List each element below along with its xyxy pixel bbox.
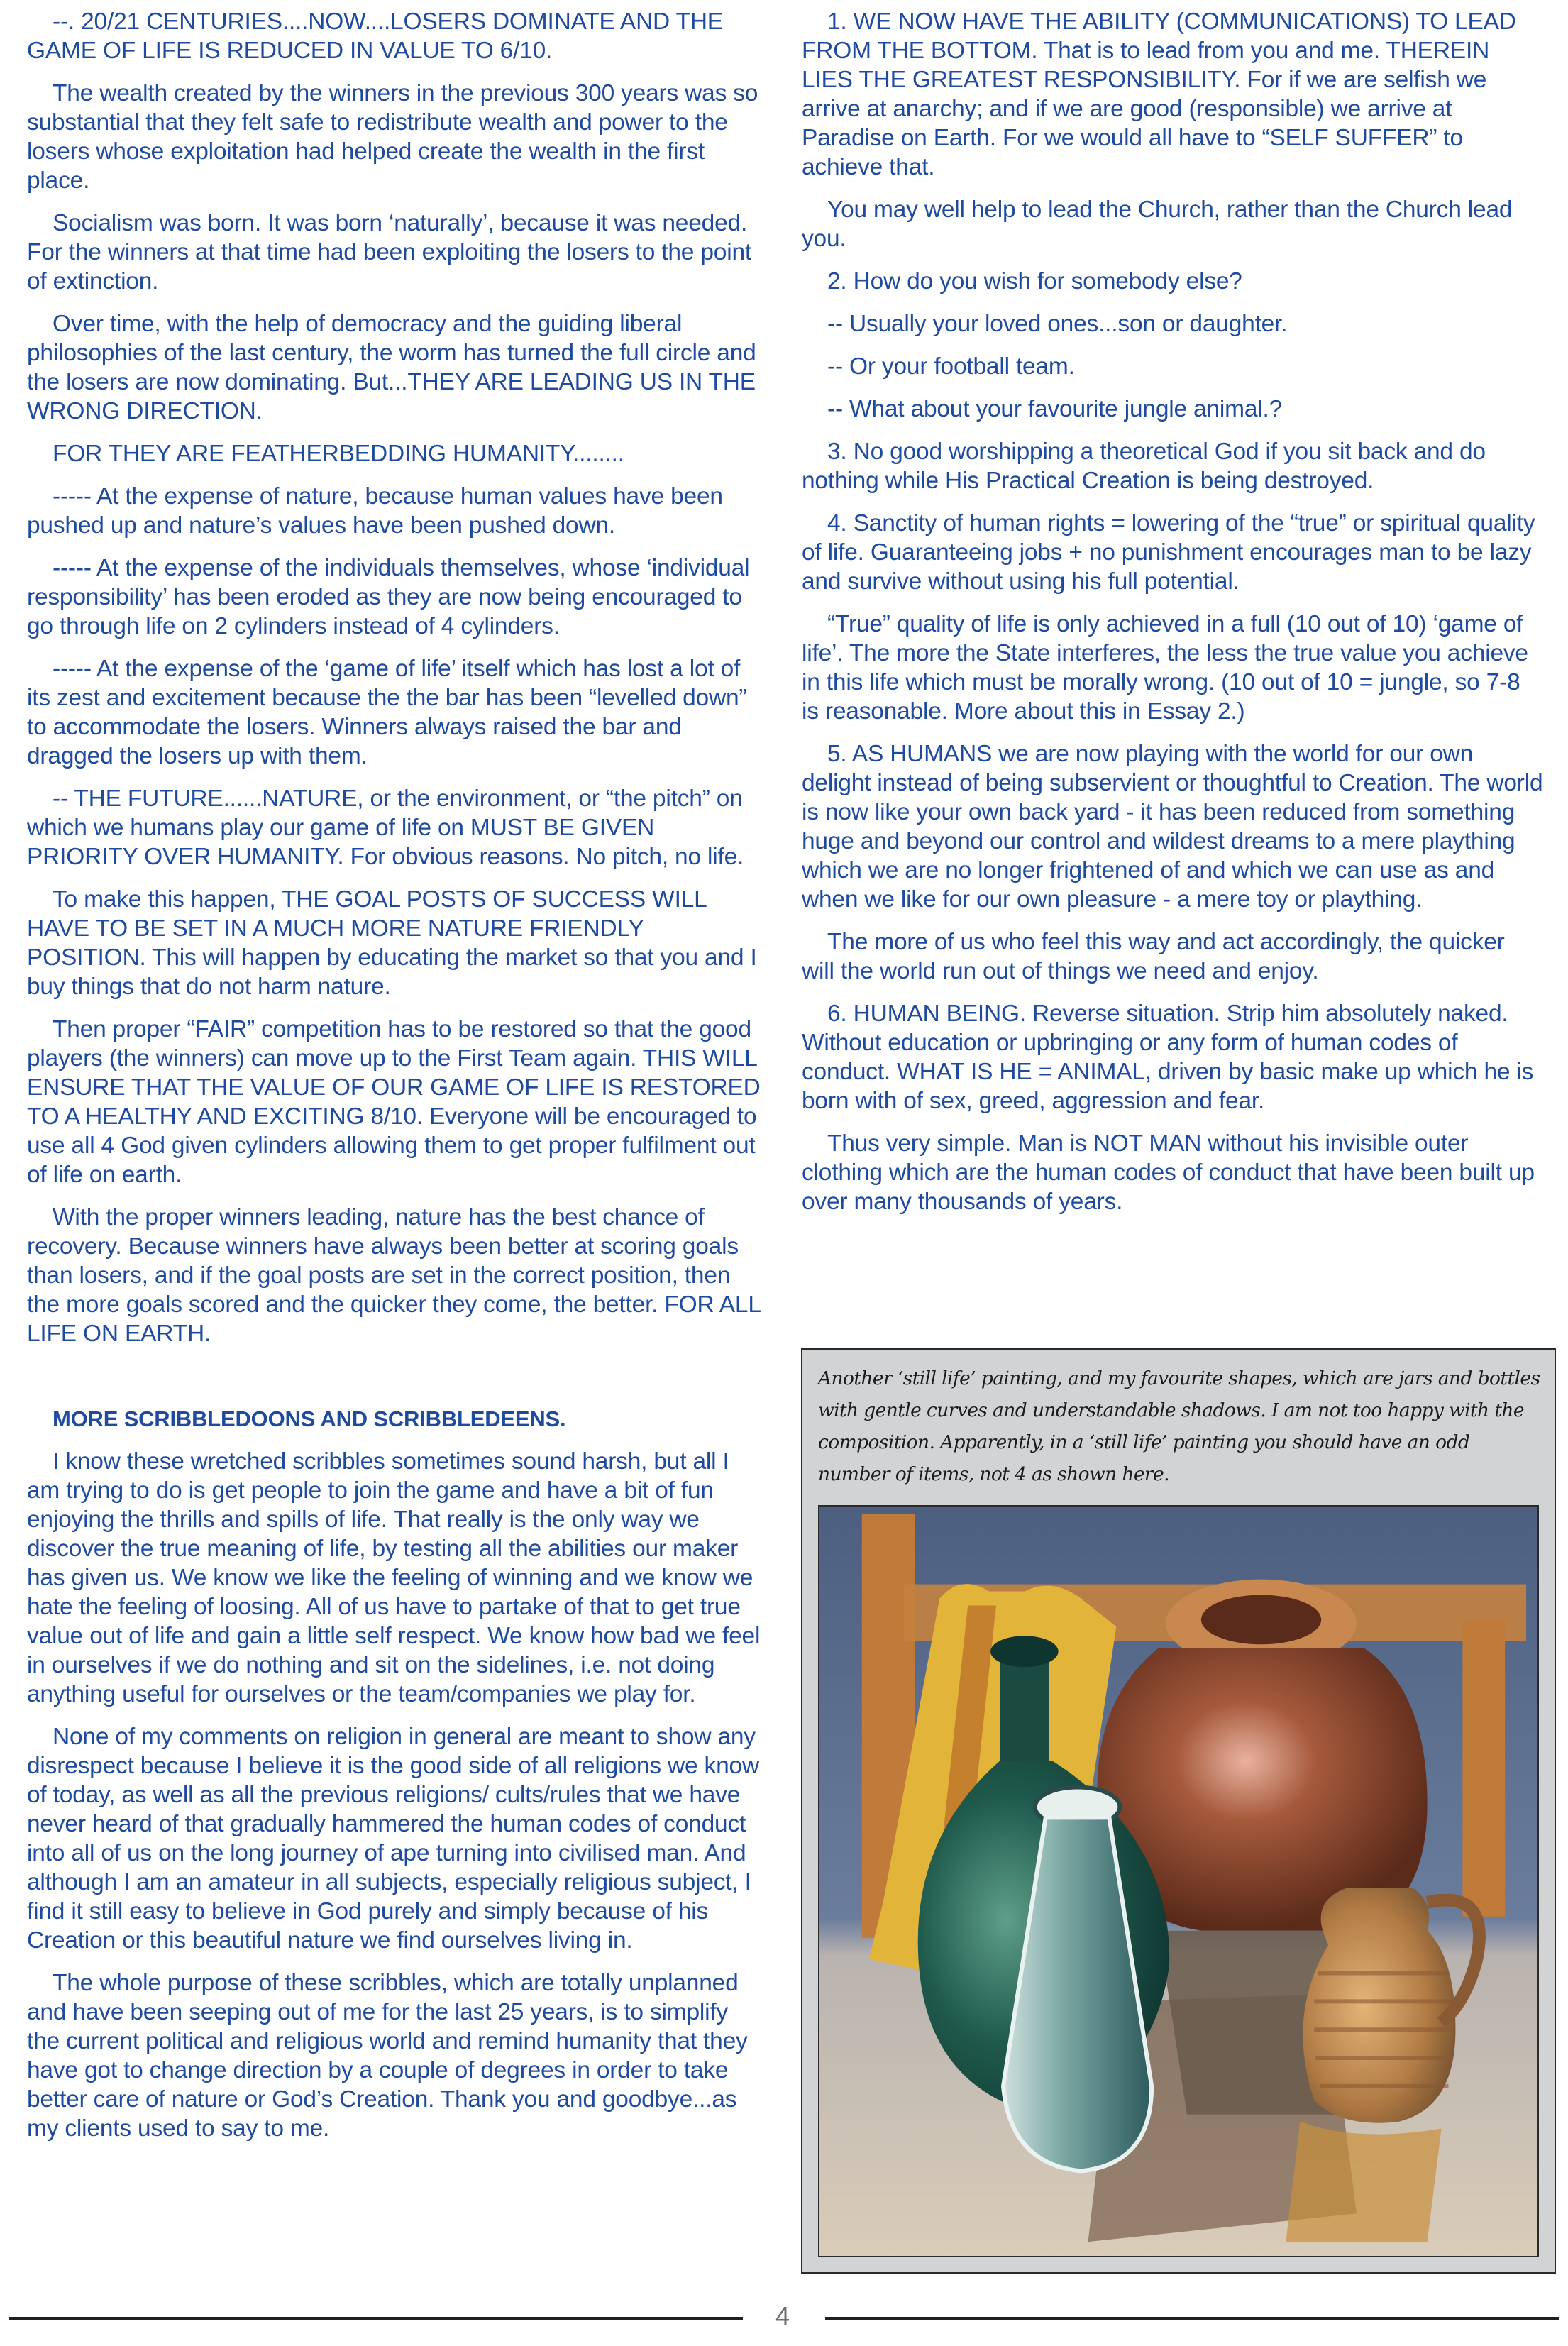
paragraph: You may well help to lead the Church, rather than the Church lead you. xyxy=(802,197,1513,252)
page-number: 4 xyxy=(775,2301,790,2330)
paragraph: -- THE FUTURE......NATURE, or the environment, or “the pitch” on which we humans play our game of life on MUST BE GIVEN PRIORITY OVER HUMANITY. For obvious reasons. No pitch, no life. xyxy=(27,786,744,870)
figure-box xyxy=(801,1348,1556,2274)
paragraph: I know these wretched scribbles sometimes sound harsh, but all I am trying to do is get people to join the game and have a bit of fun enjoying the thrills and spills of life. That really is the only way we discover the true meaning of life, by testing all the abilities our maker has given us. We know we like the feeling of winning and we know we hate the feeling of loosing. All of us have to partake of that to get true value out of life and gain a little self respect. We know how bad we feel in ourselves if we do nothing and sit on the sidelines, i.e. not doing anything useful for ourselves or the team/companies we play for. xyxy=(27,1448,761,1707)
paragraph: -- Or your football team. xyxy=(827,353,1075,380)
paragraph: Then proper “FAIR” competition has to be restored so that the good players (the winners) can move up to the First Team again. THIS WILL ENSURE THAT THE VALUE OF OUR GAME OF LIFE IS RESTORED TO A HEALTHY AND EXCITING 8/10. Everyone will be encouraged to use all 4 God given cylinders allowing them to get proper fulfilment out of life on earth. xyxy=(27,1016,761,1188)
paragraph: 2. How do you wish for somebody else? xyxy=(827,268,1242,294)
paragraph: -- Usually your loved ones...son or daughter. xyxy=(827,311,1288,337)
left-column xyxy=(27,7,765,2157)
paragraph: 4. Sanctity of human rights = lowering of the “true” or spiritual quality of life. Guaranteeing jobs + no punishment encourages man to be lazy and survive without using his full potential. xyxy=(802,510,1535,595)
paragraph: None of my comments on religion in general are meant to show any disrespect because I believe it is the good side of all religions we know of today, as well as all the previous religions/ cults/rules that we have never heard of that gradually hammered the human codes of conduct into all of us on the long journey of ape turning into civilised man. And although I am an amateur in all subjects, especially religious subject, I find it still easy to believe in God purely and simply because of his Creation or this beautiful nature we find ourselves living in. xyxy=(27,1724,759,1954)
section-spacer xyxy=(27,1362,765,1404)
paragraph: With the proper winners leading, nature has the best chance of recovery. Because winners have always been better at scoring goals than losers, and if the goal posts are set in the correct position, then the more goals scored and the quicker they come, the better. FOR ALL LIFE ON EARTH. xyxy=(27,1204,761,1347)
section-heading: MORE SCRIBBLEDOONS AND SCRIBBLEDEENS. xyxy=(53,1406,566,1431)
paragraph: ----- At the expense of the ‘game of life’ itself which has lost a lot of its zest and excitement because the the bar has been “levelled down” to accommodate the losers. Winners always raised the bar and dragged the losers up with them. xyxy=(27,656,747,769)
paragraph: ----- At the expense of the individuals themselves, whose ‘individual responsibility’ has been eroded as they are now being encouraged to go through life on 2 cylinders instead of 4 cylinders. xyxy=(27,555,750,639)
paragraph: Socialism was born. It was born ‘naturally’, because it was needed. For the winners at that time had been exploiting the losers to the point of extinction. xyxy=(27,210,751,294)
paragraph: 3. No good worshipping a theoretical God if you sit back and do nothing while His Practical Creation is being destroyed. xyxy=(802,439,1486,494)
paragraph: The more of us who feel this way and act accordingly, the quicker will the world run out of things we need and enjoy. xyxy=(802,929,1505,984)
paragraph: The wealth created by the winners in the previous 300 years was so substantial that they felt safe to redistribute wealth and power to the losers whose exploitation had helped create the wealth in the first place. xyxy=(27,80,758,194)
paragraph: “True” quality of life is only achieved in a full (10 out of 10) ‘game of life’. The more the State interferes, the less the true value you achieve in this life which must be morally wrong. (10 out of 10 = jungle, so 7-8 is reasonable. More about this in Essay 2.) xyxy=(802,611,1528,725)
paragraph: 1. WE NOW HAVE THE ABILITY (COMMUNICATIONS) TO LEAD FROM THE BOTTOM. That is to lead from you and me. THEREIN LIES THE GREATEST RESPONSIBILITY. For if we are selfish we arrive at anarchy; and if we are good (responsible) we arrive at Paradise on Earth. For we would all have to “SELF SUFFER” to achieve that. xyxy=(802,9,1516,180)
painting-illustration xyxy=(819,1507,1537,2256)
paragraph: 6. HUMAN BEING. Reverse situation. Strip him absolutely naked. Without education or upbringing or any form of human codes of conduct. WHAT IS HE = ANIMAL, driven by basic make up which he is born with of sex, greed, aggression and fear. xyxy=(802,1001,1534,1114)
paragraph: --. 20/21 CENTURIES....NOW....LOSERS DOMINATE AND THE GAME OF LIFE IS REDUCED IN VALUE TO 6/10. xyxy=(27,9,723,64)
paragraph: 5. AS HUMANS we are now playing with the world for our own delight instead of being subservient or thoughtful to Creation. The world is now like your own back yard - it has been reduced from something huge and beyond our control and wildest dreams to a mere plaything which we are no longer frightened of and which we can use as and when we like for our own pleasure - a mere toy or plaything. xyxy=(802,741,1543,913)
paragraph: ----- At the expense of nature, because human values have been pushed up and nature’s values have been pushed down. xyxy=(27,483,723,539)
still-life-painting xyxy=(818,1505,1539,2257)
paragraph: The whole purpose of these scribbles, which are totally unplanned and have been seeping out of me for the last 25 years, is to simplify the current political and religious world and remind humanity that they have got to change direction by a couple of degrees in order to take better care of nature or God’s Creation. Thank you and goodbye...as my clients used to say to me. xyxy=(27,1970,748,2142)
figure-caption: Another ‘still life’ painting, and my favourite shapes, which are jars and bottles with gentle curves and understandable shadows. I am not too happy with the composition. Apparently, in a ‘still life’ painting you should have an odd number of items, not 4 as shown here. xyxy=(818,1367,1540,1485)
footer-rule-left xyxy=(9,2317,743,2320)
right-column xyxy=(802,7,1543,1230)
paragraph: FOR THEY ARE FEATHERBEDDING HUMANITY........ xyxy=(53,441,624,467)
paragraph: Over time, with the help of democracy and the guiding liberal philosophies of the last century, the worm has turned the full circle and the losers are now dominating. But...THEY ARE LEADING US IN THE WRONG DIRECTION. xyxy=(27,311,756,424)
paragraph: To make this happen, THE GOAL POSTS OF SUCCESS WILL HAVE TO BE SET IN A MUCH MORE NATURE FRIENDLY POSITION. This will happen by educating the market so that you and I buy things that do not harm nature. xyxy=(27,886,757,1000)
paragraph: Thus very simple. Man is NOT MAN without his invisible outer clothing which are the human codes of conduct that have been built up over many thousands of years. xyxy=(802,1130,1535,1215)
footer-rule-right xyxy=(825,2317,1559,2320)
paragraph: -- What about your favourite jungle animal.? xyxy=(827,396,1283,422)
